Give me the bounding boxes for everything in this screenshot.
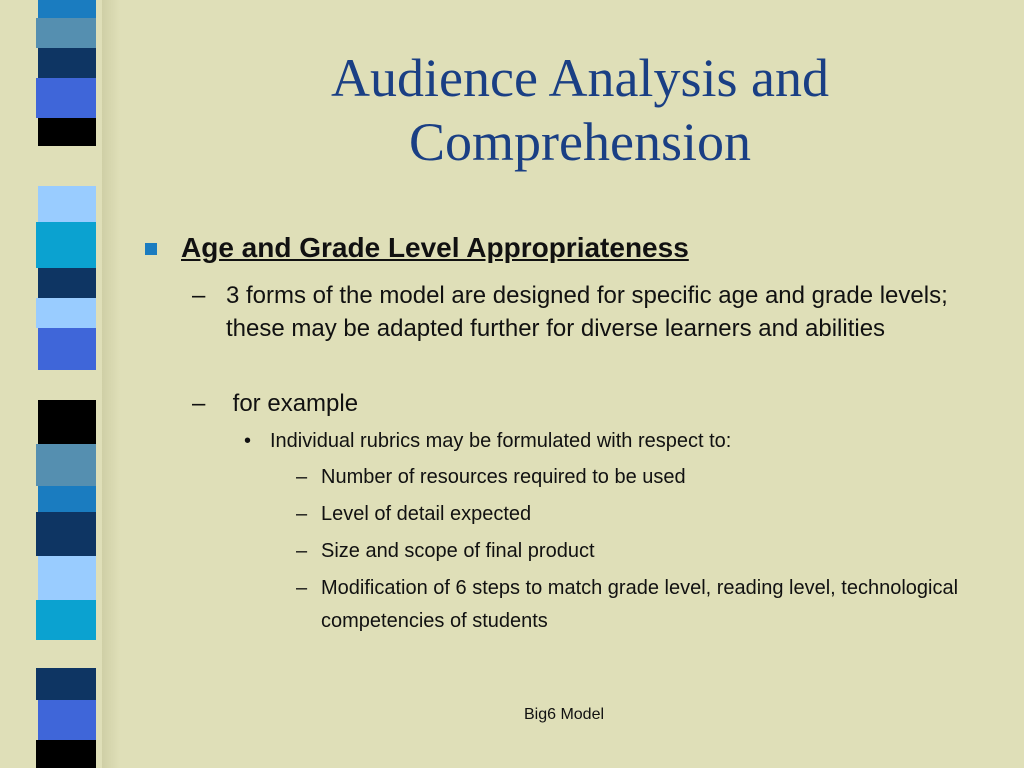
- stripe-band: [36, 600, 96, 640]
- dash-icon: –: [192, 390, 206, 417]
- stripe-band: [38, 556, 96, 600]
- stripe-band: [38, 640, 96, 668]
- title-line-1: Audience Analysis and: [331, 48, 829, 108]
- sub-bullet-1-text: 3 forms of the model are designed for specific age and grade levels; these may be adapted further for diverse learners and abilities: [226, 282, 948, 342]
- list-item-text: Modification of 6 steps to match grade level, reading level, technological competencies of students: [321, 577, 959, 632]
- stripe-band: [36, 370, 98, 400]
- stripe-band: [36, 78, 96, 118]
- stripe-band: [36, 444, 96, 486]
- sub-bullet-2-text: for example: [226, 390, 359, 417]
- list-item-text: Size and scope of final product: [321, 540, 595, 562]
- stripe-band: [38, 0, 96, 18]
- stripe-bar-shadow: [102, 0, 120, 768]
- stripe-band: [36, 512, 96, 556]
- stripe-band: [38, 328, 96, 370]
- dash-icon: –: [296, 466, 308, 488]
- stripe-band: [38, 400, 96, 444]
- sub-bullet-3-text: Individual rubrics may be formulated with respect to:: [270, 430, 732, 452]
- stripe-band: [38, 268, 96, 298]
- dash-icon: –: [192, 282, 206, 309]
- list-item-text: Number of resources required to be used: [321, 466, 686, 488]
- decorative-stripe-bar: [0, 0, 120, 768]
- stripe-band: [38, 700, 96, 740]
- slide-title: [170, 46, 990, 174]
- slide-footer: Big6 Model: [523, 706, 605, 723]
- stripe-band: [36, 298, 96, 328]
- stripe-band: [36, 740, 96, 768]
- dot-icon: •: [244, 430, 252, 452]
- stripe-band: [38, 118, 96, 146]
- stripe-band: [36, 222, 96, 268]
- title-line-2: Comprehension: [409, 112, 751, 172]
- list-item-text: Level of detail expected: [321, 503, 532, 525]
- stripe-band: [36, 18, 96, 48]
- dash-icon: –: [296, 577, 308, 599]
- dash-icon: –: [296, 540, 308, 562]
- dash-icon: –: [296, 503, 308, 525]
- heading-text: Age and Grade Level Appropriateness: [181, 232, 689, 263]
- stripe-band: [36, 146, 98, 186]
- square-bullet-icon: [145, 243, 157, 255]
- stripe-band: [38, 486, 96, 512]
- stripe-band: [38, 48, 96, 78]
- stripe-band: [36, 668, 96, 700]
- stripe-band: [38, 186, 96, 222]
